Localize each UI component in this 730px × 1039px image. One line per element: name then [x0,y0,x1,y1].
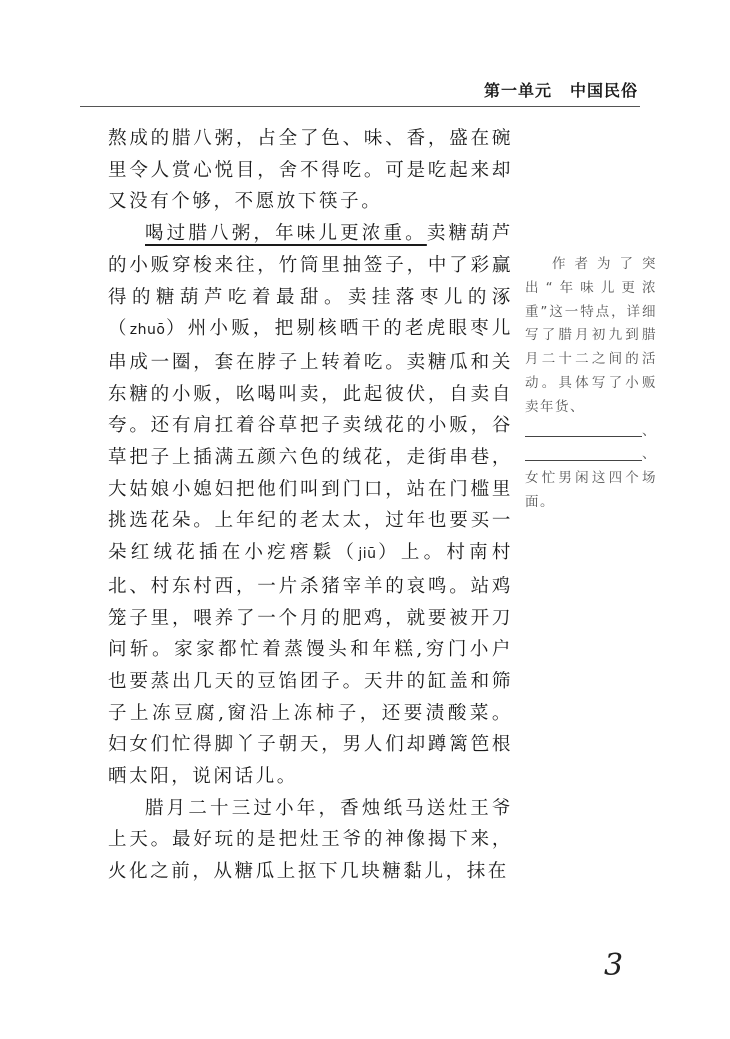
side-note-text: 作者为了突出“年味儿更浓重”这一特点，详细写了腊月初九到腊月二十二之间的活动。具体写了小贩卖年货、 [525,256,657,415]
unit-title: 中国民俗 [569,81,638,100]
blank-sep-2: 、 [642,446,657,463]
unit-label: 第一单元 [483,81,552,100]
paragraph-2-part-b: ）州小贩，把剔核晒干的老虎眼枣儿串成一圈，套在脖子上转着吃。卖糖瓜和关东糖的小贩，吆喝叫卖，此起彼伏，自卖自夸。还有肩扛着谷草把子卖绒花的小贩，谷草把子上插满五颜六色的绒花，走街串巷，大姑娘小媳妇把他们叫到门口，站在门槛里挑选花朵。上年纪的老太太，过年也要买一朵红绒花插在小疙瘩鬏（ [108,318,513,564]
blank-sep-1: 、 [642,422,657,439]
paragraph-2-part-a: 卖糖葫芦的小贩穿梭来往，竹筒里抽签子，中了彩赢得的糖葫芦吃着最甜。卖挂落枣儿的涿（ [108,223,513,340]
side-note-tail: 女忙男闲这四个场面。 [525,470,657,510]
page-number: 3 [604,948,624,983]
answer-blank-2[interactable] [525,443,657,467]
paragraph-2 [108,218,513,793]
pinyin-zhuo: zhuō [129,322,166,339]
paragraph-1: 熬成的腊八粥，占全了色、味、香，盛在碗里令人赏心悦目，舍不得吃。可是吃起来却又没有个够，不愿放下筷子。 [108,128,513,213]
header-rule [80,106,640,107]
side-note [525,253,657,515]
paragraph-3: 腊月二十三过小年，香烛纸马送灶王爷上天。最好玩的是把灶王爷的神像揭下来，火化之前，从糖瓜上抠下几块糖黏儿，抹在 [108,797,513,883]
page-header [484,78,638,101]
underlined-sentence: 喝过腊八粥，年味儿更浓重。 [145,223,427,245]
answer-blank-1[interactable] [525,420,657,444]
pinyin-jiu: jiū [358,546,377,563]
main-text [108,123,513,888]
paragraph-2-part-c: ）上。村南村北、村东村西，一片杀猪宰羊的哀鸣。站鸡笼子里，喂养了一个月的肥鸡，就要被开刀问斩。家家都忙着蒸馒头和年糕,穷门小户也要蒸出几天的豆馅团子。天井的缸盖和筛子上冻豆腐,窗沿上冻柿子，还要渍酸菜。妇女们忙得脚丫子朝天，男人们却蹲篱笆根晒太阳，说闲话儿。 [108,542,513,788]
